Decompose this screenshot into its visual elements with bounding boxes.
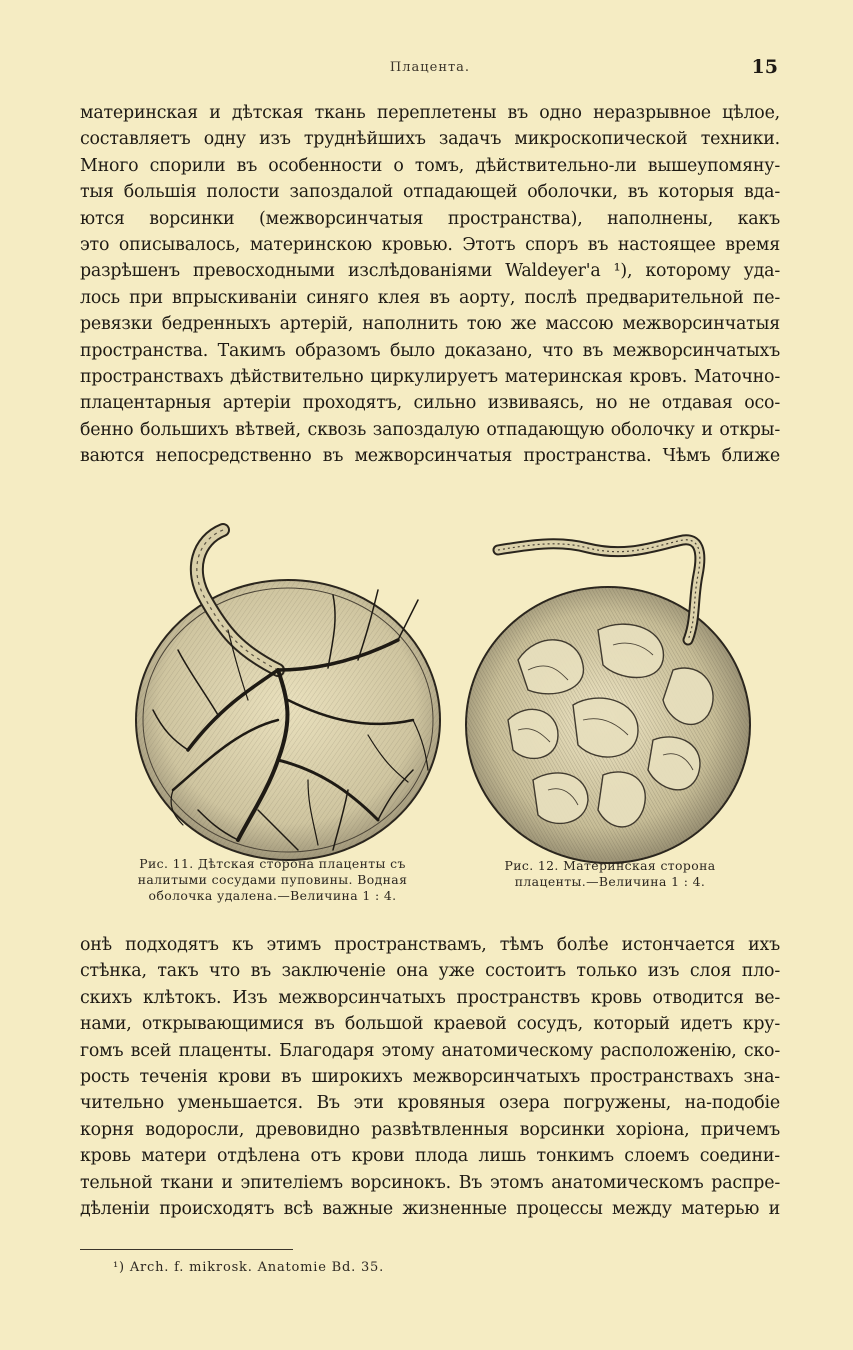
caption-line: Рис. 12. Материнская сторона [504,858,716,873]
text-line: гомъ всей плаценты. Благодаря этому анатомическому расположенію, ско- [80,1040,780,1061]
running-head [80,56,780,80]
caption-line: Рис. 11. Дѣтская сторона плаценты съ [139,856,406,871]
footnote-text: Arch. f. mikrosk. Anatomie Bd. 35. [129,1260,385,1275]
caption-line: плаценты.—Величина 1 : 4. [514,874,706,889]
text-line: составляетъ одну изъ труднѣйшихъ задачъ микроскопической техники. [80,129,780,150]
text-line: бенно большихъ вѣтвей, сквозь запоздалую отпадающую оболочку и откры- [80,419,780,440]
text-line: пространства. Такимъ образомъ было доказано, что въ межворсинчатыхъ [80,340,780,361]
text-line: разрѣшенъ превосходными изслѣдованіями Waldeyer'а ¹), которому уда- [80,261,780,282]
text-line: плацентарныя артеріи проходятъ, сильно извиваясь, но не отдавая осо- [80,393,780,414]
paragraph-top [80,100,780,470]
caption-line: налитыми сосудами пуповины. Водная [137,872,408,887]
text-line: пространствахъ дѣйствительно циркулируетъ материнская кровъ. Маточно- [80,367,780,388]
text-line: корня водоросли, древовидно развѣтвленныя ворсинки хоріона, причемъ [80,1119,780,1140]
text-line: рость теченія крови въ широкихъ межворсинчатыхъ пространствахъ зна- [80,1067,780,1088]
text-line: ются ворсинки (межворсинчатыя пространства), наполнены, какъ [80,208,780,229]
figure-fetal-side-placenta [128,520,448,870]
text-line: нами, открывающимися въ большой краевой сосудъ, который идетъ кру- [80,1014,780,1035]
figure-maternal-side-placenta [458,520,758,870]
text-line: кровь матери отдѣлена отъ крови плода лишь тонкимъ слоемъ соедини- [80,1146,780,1167]
paragraph-bottom [80,932,780,1222]
text-line: ваются непосредственно въ межворсинчатыя пространства. Чѣмъ ближе [80,446,780,467]
running-title: Плацента. [389,60,471,75]
footnote-rule [80,1249,293,1250]
footnote [113,1260,384,1275]
text-line: ревязки бедренныхъ артерій, наполнить тою же массою межворсинчатыя [80,314,780,335]
text-line: Много спорили въ особенности о томъ, дѣйствительно-ли вышеупомяну- [80,155,780,176]
text-line: тельной ткани и эпителіемъ ворсинокъ. Въ этомъ анатомическомъ распре- [80,1172,780,1193]
text-line: скихъ клѣтокъ. Изъ межворсинчатыхъ пространствъ кровь отводится ве- [80,987,780,1008]
text-line: дѣленіи происходятъ всѣ важные жизненные процессы между матерью и [80,1199,780,1220]
text-line: это описывалось, материнскою кровью. Этотъ споръ въ настоящее время [80,235,780,256]
text-line: чительно уменьшается. Въ эти кровяныя озера погружены, на-подобіе [80,1093,780,1114]
figure-11-caption [100,856,445,904]
figure-12-caption [465,858,755,890]
text-line: лось при впрыскиваніи синяго клея въ аорту, послѣ предварительной пе- [80,287,780,308]
text-line: материнская и дѣтская ткань переплетены въ одно неразрывное цѣлое, [80,103,780,123]
text-line: стѣнка, такъ что въ заключеніе она уже состоитъ только изъ слоя пло- [80,961,780,982]
caption-line: оболочка удалена.—Величина 1 : 4. [148,888,397,903]
footnote-marker: ¹) [113,1260,125,1275]
page-number: 15 [751,56,778,78]
text-line: онѣ подходятъ къ этимъ пространствамъ, тѣмъ болѣе истончается ихъ [80,935,780,955]
text-line: тыя большія полости запоздалой отпадающей оболочки, въ которыя вда- [80,182,780,203]
